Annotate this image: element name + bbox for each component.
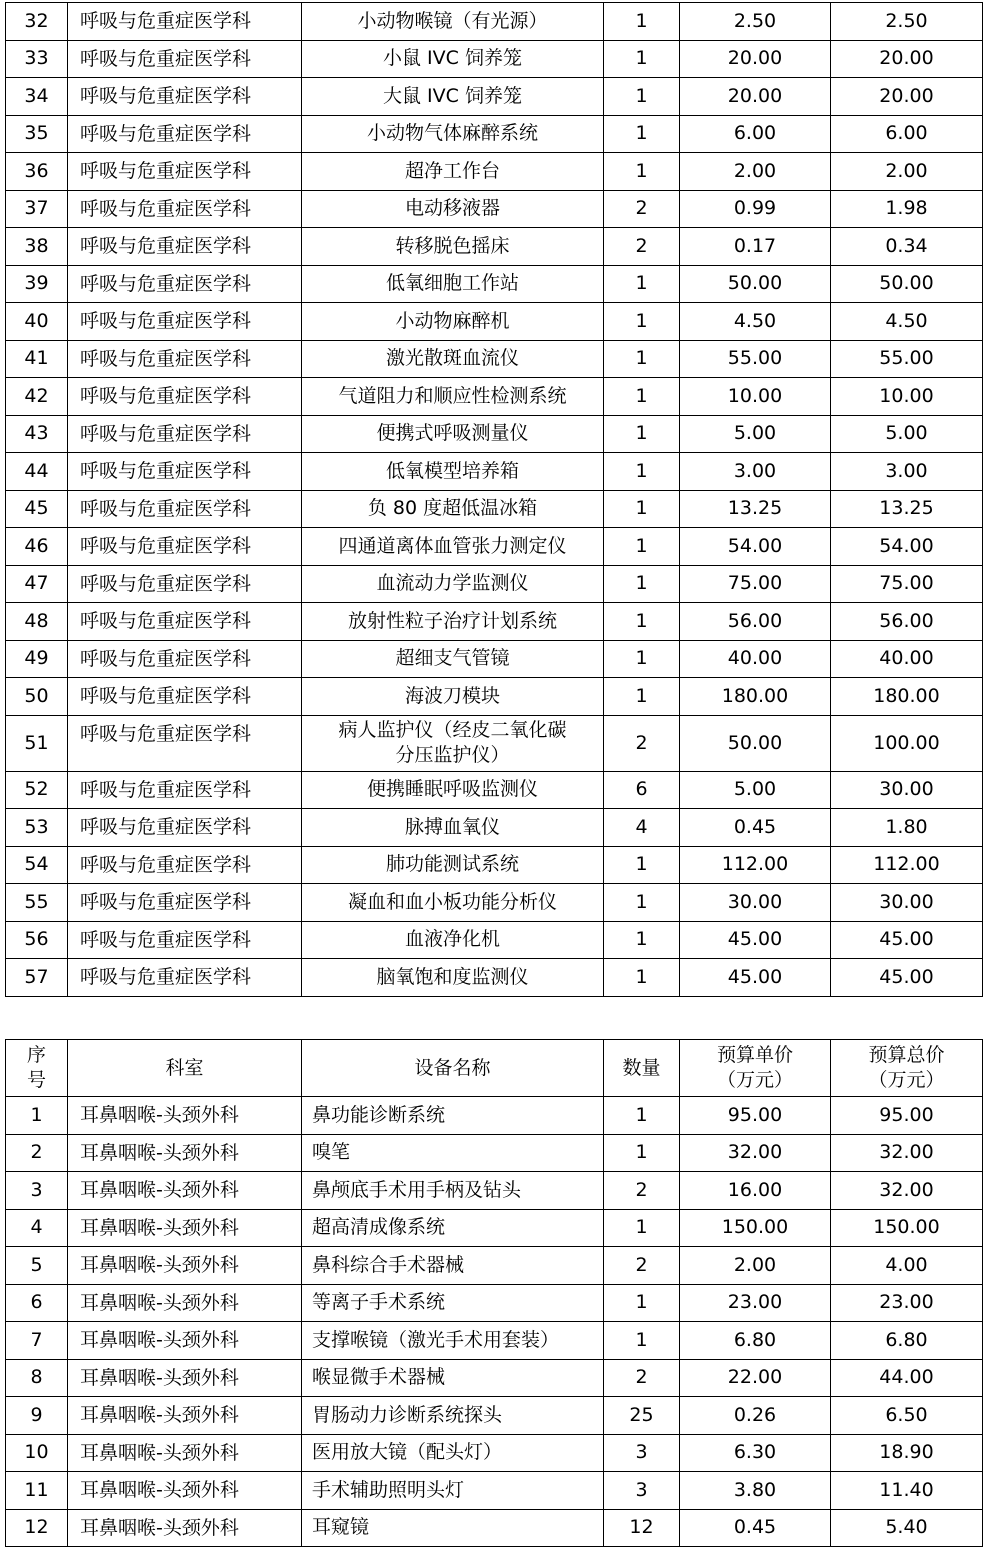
equipment-name-cell: 鼻功能诊断系统: [302, 1097, 604, 1135]
department-cell: 呼吸与危重症医学科: [68, 678, 302, 716]
serial-no-cell: 37: [6, 190, 68, 228]
equipment-name-cell: 鼻科综合手术器械: [302, 1247, 604, 1285]
quantity-cell: 1: [604, 884, 680, 922]
department-cell: 呼吸与危重症医学科: [68, 884, 302, 922]
department-cell: 呼吸与危重症医学科: [68, 228, 302, 266]
department-cell: 呼吸与危重症医学科: [68, 565, 302, 603]
department-cell: 呼吸与危重症医学科: [68, 640, 302, 678]
table-header-row: [6, 1040, 983, 1097]
quantity-cell: 12: [604, 1509, 680, 1547]
header-serial-no: [6, 1040, 68, 1097]
unit-price-cell: 6.30: [680, 1434, 831, 1472]
total-price-cell: 55.00: [831, 340, 983, 378]
table-row: [6, 453, 983, 491]
quantity-cell: 1: [604, 115, 680, 153]
total-price-cell: 0.34: [831, 228, 983, 266]
equipment-name-cell: 手术辅助照明头灯: [302, 1472, 604, 1510]
equipment-table-respiratory: [5, 2, 983, 997]
equipment-name-cell: 胃肠动力诊断系统探头: [302, 1397, 604, 1435]
quantity-cell: 1: [604, 846, 680, 884]
equipment-name-cell: 小动物麻醉机: [302, 303, 604, 341]
table-row: [6, 1097, 983, 1135]
total-price-cell: 3.00: [831, 453, 983, 491]
unit-price-cell: 0.45: [680, 809, 831, 847]
serial-no-cell: 54: [6, 846, 68, 884]
department-cell: 呼吸与危重症医学科: [68, 153, 302, 191]
department-cell: 耳鼻咽喉-头颈外科: [68, 1509, 302, 1547]
department-cell: 呼吸与危重症医学科: [68, 3, 302, 41]
total-price-cell: 4.00: [831, 1247, 983, 1285]
department-cell: 呼吸与危重症医学科: [68, 771, 302, 809]
serial-no-cell: 50: [6, 678, 68, 716]
total-price-cell: 40.00: [831, 640, 983, 678]
serial-no-cell: 51: [6, 715, 68, 771]
serial-no-cell: 33: [6, 40, 68, 78]
table-row: [6, 40, 983, 78]
serial-no-cell: 7: [6, 1322, 68, 1360]
quantity-cell: 2: [604, 1172, 680, 1210]
quantity-cell: 3: [604, 1434, 680, 1472]
total-price-cell: 45.00: [831, 921, 983, 959]
quantity-cell: 1: [604, 415, 680, 453]
equipment-table-body: [6, 1097, 983, 1547]
total-price-cell: 6.50: [831, 1397, 983, 1435]
serial-no-cell: 12: [6, 1509, 68, 1547]
equipment-name-cell: 凝血和血小板功能分析仪: [302, 884, 604, 922]
department-cell: 呼吸与危重症医学科: [68, 809, 302, 847]
quantity-cell: 1: [604, 1097, 680, 1135]
quantity-cell: 3: [604, 1472, 680, 1510]
equipment-name-cell: 低氧细胞工作站: [302, 265, 604, 303]
unit-price-cell: 45.00: [680, 921, 831, 959]
table-row: [6, 415, 983, 453]
serial-no-cell: 6: [6, 1284, 68, 1322]
unit-price-cell: 6.00: [680, 115, 831, 153]
quantity-cell: 1: [604, 453, 680, 491]
total-price-cell: 11.40: [831, 1472, 983, 1510]
table-row: [6, 3, 983, 41]
total-price-cell: 100.00: [831, 715, 983, 771]
table-row: [6, 115, 983, 153]
department-cell: 耳鼻咽喉-头颈外科: [68, 1434, 302, 1472]
department-cell: 耳鼻咽喉-头颈外科: [68, 1247, 302, 1285]
department-cell: 耳鼻咽喉-头颈外科: [68, 1359, 302, 1397]
serial-no-cell: 52: [6, 771, 68, 809]
serial-no-cell: 43: [6, 415, 68, 453]
quantity-cell: 4: [604, 809, 680, 847]
department-cell: 耳鼻咽喉-头颈外科: [68, 1134, 302, 1172]
table-row: [6, 1434, 983, 1472]
table-row: [6, 1472, 983, 1510]
total-price-cell: 95.00: [831, 1097, 983, 1135]
table-row: [6, 528, 983, 566]
unit-price-cell: 180.00: [680, 678, 831, 716]
equipment-name-cell: 喉显微手术器械: [302, 1359, 604, 1397]
serial-no-cell: 4: [6, 1209, 68, 1247]
unit-price-cell: 20.00: [680, 40, 831, 78]
equipment-name-cell: 电动移液器: [302, 190, 604, 228]
total-price-cell: 75.00: [831, 565, 983, 603]
equipment-name-cell: 便携式呼吸测量仪: [302, 415, 604, 453]
quantity-cell: 1: [604, 678, 680, 716]
quantity-cell: 1: [604, 528, 680, 566]
department-cell: 呼吸与危重症医学科: [68, 959, 302, 997]
unit-price-cell: 13.25: [680, 490, 831, 528]
unit-price-cell: 50.00: [680, 715, 831, 771]
table-row: [6, 884, 983, 922]
serial-no-cell: 2: [6, 1134, 68, 1172]
total-price-cell: 4.50: [831, 303, 983, 341]
unit-price-cell: 3.80: [680, 1472, 831, 1510]
serial-no-cell: 39: [6, 265, 68, 303]
unit-price-cell: 10.00: [680, 378, 831, 416]
header-total-price-line2: （万元）: [868, 1069, 945, 1091]
quantity-cell: 1: [604, 340, 680, 378]
quantity-cell: 1: [604, 603, 680, 641]
unit-price-cell: 56.00: [680, 603, 831, 641]
unit-price-cell: 112.00: [680, 846, 831, 884]
unit-price-cell: 2.00: [680, 1247, 831, 1285]
equipment-name-cell: 支撑喉镜（激光手术用套装）: [302, 1322, 604, 1360]
quantity-cell: 1: [604, 959, 680, 997]
department-cell: 呼吸与危重症医学科: [68, 115, 302, 153]
department-cell: 呼吸与危重症医学科: [68, 78, 302, 116]
quantity-cell: 2: [604, 1359, 680, 1397]
department-cell: 耳鼻咽喉-头颈外科: [68, 1209, 302, 1247]
unit-price-cell: 55.00: [680, 340, 831, 378]
department-cell: 呼吸与危重症医学科: [68, 846, 302, 884]
serial-no-cell: 41: [6, 340, 68, 378]
department-cell: 呼吸与危重症医学科: [68, 40, 302, 78]
table-row: [6, 190, 983, 228]
header-total-price-line1: 预算总价: [868, 1044, 945, 1066]
total-price-cell: 5.40: [831, 1509, 983, 1547]
quantity-cell: 1: [604, 565, 680, 603]
total-price-cell: 18.90: [831, 1434, 983, 1472]
equipment-name-cell: 放射性粒子治疗计划系统: [302, 603, 604, 641]
total-price-cell: 150.00: [831, 1209, 983, 1247]
quantity-cell: 1: [604, 1134, 680, 1172]
total-price-cell: 20.00: [831, 78, 983, 116]
table-row: [6, 640, 983, 678]
quantity-cell: 1: [604, 153, 680, 191]
quantity-cell: 1: [604, 78, 680, 116]
serial-no-cell: 57: [6, 959, 68, 997]
table-row: [6, 1247, 983, 1285]
serial-no-cell: 48: [6, 603, 68, 641]
department-cell: 呼吸与危重症医学科: [68, 303, 302, 341]
quantity-cell: 1: [604, 921, 680, 959]
equipment-name-cell: 低氧模型培养箱: [302, 453, 604, 491]
equipment-name-cell: 超净工作台: [302, 153, 604, 191]
total-price-cell: 30.00: [831, 884, 983, 922]
department-cell: 呼吸与危重症医学科: [68, 490, 302, 528]
unit-price-cell: 150.00: [680, 1209, 831, 1247]
department-cell: 呼吸与危重症医学科: [68, 603, 302, 641]
quantity-cell: 1: [604, 40, 680, 78]
serial-no-cell: 46: [6, 528, 68, 566]
serial-no-cell: 47: [6, 565, 68, 603]
table-row: [6, 1509, 983, 1547]
total-price-cell: 20.00: [831, 40, 983, 78]
serial-no-cell: 11: [6, 1472, 68, 1510]
total-price-cell: 2.50: [831, 3, 983, 41]
equipment-name-cell: 小鼠 IVC 饲养笼: [302, 40, 604, 78]
total-price-cell: 13.25: [831, 490, 983, 528]
department-cell: 耳鼻咽喉-头颈外科: [68, 1097, 302, 1135]
unit-price-cell: 0.99: [680, 190, 831, 228]
serial-no-cell: 8: [6, 1359, 68, 1397]
total-price-cell: 1.80: [831, 809, 983, 847]
equipment-name-cell: 脑氧饱和度监测仪: [302, 959, 604, 997]
header-unit-price-line2: （万元）: [716, 1069, 793, 1091]
total-price-cell: 30.00: [831, 771, 983, 809]
quantity-cell: 2: [604, 715, 680, 771]
unit-price-cell: 75.00: [680, 565, 831, 603]
equipment-name-cell: 耳窥镜: [302, 1509, 604, 1547]
total-price-cell: 23.00: [831, 1284, 983, 1322]
equipment-name-cell: 大鼠 IVC 饲养笼: [302, 78, 604, 116]
table-row: [6, 1172, 983, 1210]
quantity-cell: 1: [604, 1284, 680, 1322]
table-row: [6, 771, 983, 809]
equipment-table-ent: [5, 1039, 983, 1547]
table-row: [6, 1134, 983, 1172]
equipment-name-cell: [302, 715, 604, 771]
equipment-name-cell: 超细支气管镜: [302, 640, 604, 678]
unit-price-cell: 22.00: [680, 1359, 831, 1397]
quantity-cell: 2: [604, 1247, 680, 1285]
serial-no-cell: 38: [6, 228, 68, 266]
table-row: [6, 921, 983, 959]
unit-price-cell: 3.00: [680, 453, 831, 491]
serial-no-cell: 44: [6, 453, 68, 491]
department-cell: 耳鼻咽喉-头颈外科: [68, 1172, 302, 1210]
unit-price-cell: 6.80: [680, 1322, 831, 1360]
department-cell: 呼吸与危重症医学科: [68, 340, 302, 378]
equipment-name-cell: 血液净化机: [302, 921, 604, 959]
quantity-cell: 1: [604, 1322, 680, 1360]
quantity-cell: 1: [604, 265, 680, 303]
header-serial-no-line1: 序: [26, 1044, 46, 1066]
table-row: [6, 959, 983, 997]
table-row: [6, 78, 983, 116]
quantity-cell: 1: [604, 303, 680, 341]
quantity-cell: 1: [604, 1209, 680, 1247]
table-row: [6, 1397, 983, 1435]
equipment-name-cell: 便携睡眠呼吸监测仪: [302, 771, 604, 809]
unit-price-cell: 50.00: [680, 265, 831, 303]
equipment-name-cell: 海波刀模块: [302, 678, 604, 716]
total-price-cell: 10.00: [831, 378, 983, 416]
table-row: [6, 565, 983, 603]
total-price-cell: 2.00: [831, 153, 983, 191]
table-row: [6, 153, 983, 191]
unit-price-cell: 23.00: [680, 1284, 831, 1322]
table-row: [6, 340, 983, 378]
header-total-price: [831, 1040, 983, 1097]
header-quantity: 数量: [604, 1040, 680, 1097]
header-unit-price-line1: 预算单价: [716, 1044, 793, 1066]
equipment-name-cell: 脉搏血氧仪: [302, 809, 604, 847]
table-row: [6, 603, 983, 641]
serial-no-cell: 53: [6, 809, 68, 847]
serial-no-cell: 56: [6, 921, 68, 959]
equipment-name-cell: 气道阻力和顺应性检测系统: [302, 378, 604, 416]
department-cell: 呼吸与危重症医学科: [68, 415, 302, 453]
department-cell: 耳鼻咽喉-头颈外科: [68, 1322, 302, 1360]
unit-price-cell: 5.00: [680, 415, 831, 453]
total-price-cell: 54.00: [831, 528, 983, 566]
unit-price-cell: 95.00: [680, 1097, 831, 1135]
unit-price-cell: 32.00: [680, 1134, 831, 1172]
equipment-name-cell: 医用放大镜（配头灯）: [302, 1434, 604, 1472]
serial-no-cell: 45: [6, 490, 68, 528]
equipment-name-cell-line2: 分压监护仪）: [395, 744, 510, 766]
equipment-name-cell: 超高清成像系统: [302, 1209, 604, 1247]
unit-price-cell: 30.00: [680, 884, 831, 922]
table-row: [6, 1359, 983, 1397]
quantity-cell: 25: [604, 1397, 680, 1435]
serial-no-cell: 36: [6, 153, 68, 191]
department-cell: 呼吸与危重症医学科: [68, 190, 302, 228]
quantity-cell: 2: [604, 228, 680, 266]
table-row: [6, 678, 983, 716]
table-row: [6, 378, 983, 416]
equipment-table-body: [6, 3, 983, 997]
total-price-cell: 45.00: [831, 959, 983, 997]
serial-no-cell: 55: [6, 884, 68, 922]
serial-no-cell: 35: [6, 115, 68, 153]
serial-no-cell: 5: [6, 1247, 68, 1285]
department-cell: 耳鼻咽喉-头颈外科: [68, 1284, 302, 1322]
equipment-name-cell: 负 80 度超低温冰箱: [302, 490, 604, 528]
total-price-cell: 5.00: [831, 415, 983, 453]
total-price-cell: 56.00: [831, 603, 983, 641]
unit-price-cell: 54.00: [680, 528, 831, 566]
serial-no-cell: 1: [6, 1097, 68, 1135]
total-price-cell: 32.00: [831, 1134, 983, 1172]
equipment-name-cell: 四通道离体血管张力测定仪: [302, 528, 604, 566]
serial-no-cell: 42: [6, 378, 68, 416]
unit-price-cell: 0.26: [680, 1397, 831, 1435]
table-row: [6, 809, 983, 847]
total-price-cell: 6.00: [831, 115, 983, 153]
unit-price-cell: 2.50: [680, 3, 831, 41]
quantity-cell: 1: [604, 490, 680, 528]
table-row: [6, 1209, 983, 1247]
total-price-cell: 6.80: [831, 1322, 983, 1360]
quantity-cell: 1: [604, 3, 680, 41]
serial-no-cell: 40: [6, 303, 68, 341]
table-row: [6, 715, 983, 771]
serial-no-cell: 49: [6, 640, 68, 678]
table-row: [6, 490, 983, 528]
department-cell: 耳鼻咽喉-头颈外科: [68, 1472, 302, 1510]
department-cell: 呼吸与危重症医学科: [68, 265, 302, 303]
header-unit-price: [680, 1040, 831, 1097]
unit-price-cell: 45.00: [680, 959, 831, 997]
unit-price-cell: 16.00: [680, 1172, 831, 1210]
equipment-name-cell: 鼻颅底手术用手柄及钻头: [302, 1172, 604, 1210]
total-price-cell: 32.00: [831, 1172, 983, 1210]
quantity-cell: 6: [604, 771, 680, 809]
unit-price-cell: 2.00: [680, 153, 831, 191]
total-price-cell: 180.00: [831, 678, 983, 716]
serial-no-cell: 32: [6, 3, 68, 41]
serial-no-cell: 9: [6, 1397, 68, 1435]
equipment-name-cell: 小动物喉镜（有光源）: [302, 3, 604, 41]
unit-price-cell: 0.45: [680, 1509, 831, 1547]
equipment-name-cell: 转移脱色摇床: [302, 228, 604, 266]
department-cell: 呼吸与危重症医学科: [68, 715, 302, 771]
quantity-cell: 1: [604, 640, 680, 678]
unit-price-cell: 4.50: [680, 303, 831, 341]
equipment-name-cell: 激光散斑血流仪: [302, 340, 604, 378]
serial-no-cell: 34: [6, 78, 68, 116]
unit-price-cell: 40.00: [680, 640, 831, 678]
equipment-name-cell: 等离子手术系统: [302, 1284, 604, 1322]
quantity-cell: 2: [604, 190, 680, 228]
table-row: [6, 846, 983, 884]
department-cell: 耳鼻咽喉-头颈外科: [68, 1397, 302, 1435]
table-row: [6, 1284, 983, 1322]
table-row: [6, 1322, 983, 1360]
serial-no-cell: 3: [6, 1172, 68, 1210]
table-row: [6, 228, 983, 266]
header-equipment-name: 设备名称: [302, 1040, 604, 1097]
department-cell: 呼吸与危重症医学科: [68, 921, 302, 959]
total-price-cell: 1.98: [831, 190, 983, 228]
equipment-name-cell-line1: 病人监护仪（经皮二氧化碳: [338, 719, 567, 741]
equipment-name-cell: 血流动力学监测仪: [302, 565, 604, 603]
total-price-cell: 50.00: [831, 265, 983, 303]
department-cell: 呼吸与危重症医学科: [68, 378, 302, 416]
unit-price-cell: 5.00: [680, 771, 831, 809]
table-row: [6, 265, 983, 303]
department-cell: 呼吸与危重症医学科: [68, 528, 302, 566]
quantity-cell: 1: [604, 378, 680, 416]
equipment-name-cell: 肺功能测试系统: [302, 846, 604, 884]
unit-price-cell: 0.17: [680, 228, 831, 266]
serial-no-cell: 10: [6, 1434, 68, 1472]
department-cell: 呼吸与危重症医学科: [68, 453, 302, 491]
total-price-cell: 44.00: [831, 1359, 983, 1397]
table-row: [6, 303, 983, 341]
equipment-name-cell: 小动物气体麻醉系统: [302, 115, 604, 153]
header-department: 科室: [68, 1040, 302, 1097]
unit-price-cell: 20.00: [680, 78, 831, 116]
total-price-cell: 112.00: [831, 846, 983, 884]
equipment-name-cell: 嗅笔: [302, 1134, 604, 1172]
header-serial-no-line2: 号: [26, 1069, 46, 1091]
